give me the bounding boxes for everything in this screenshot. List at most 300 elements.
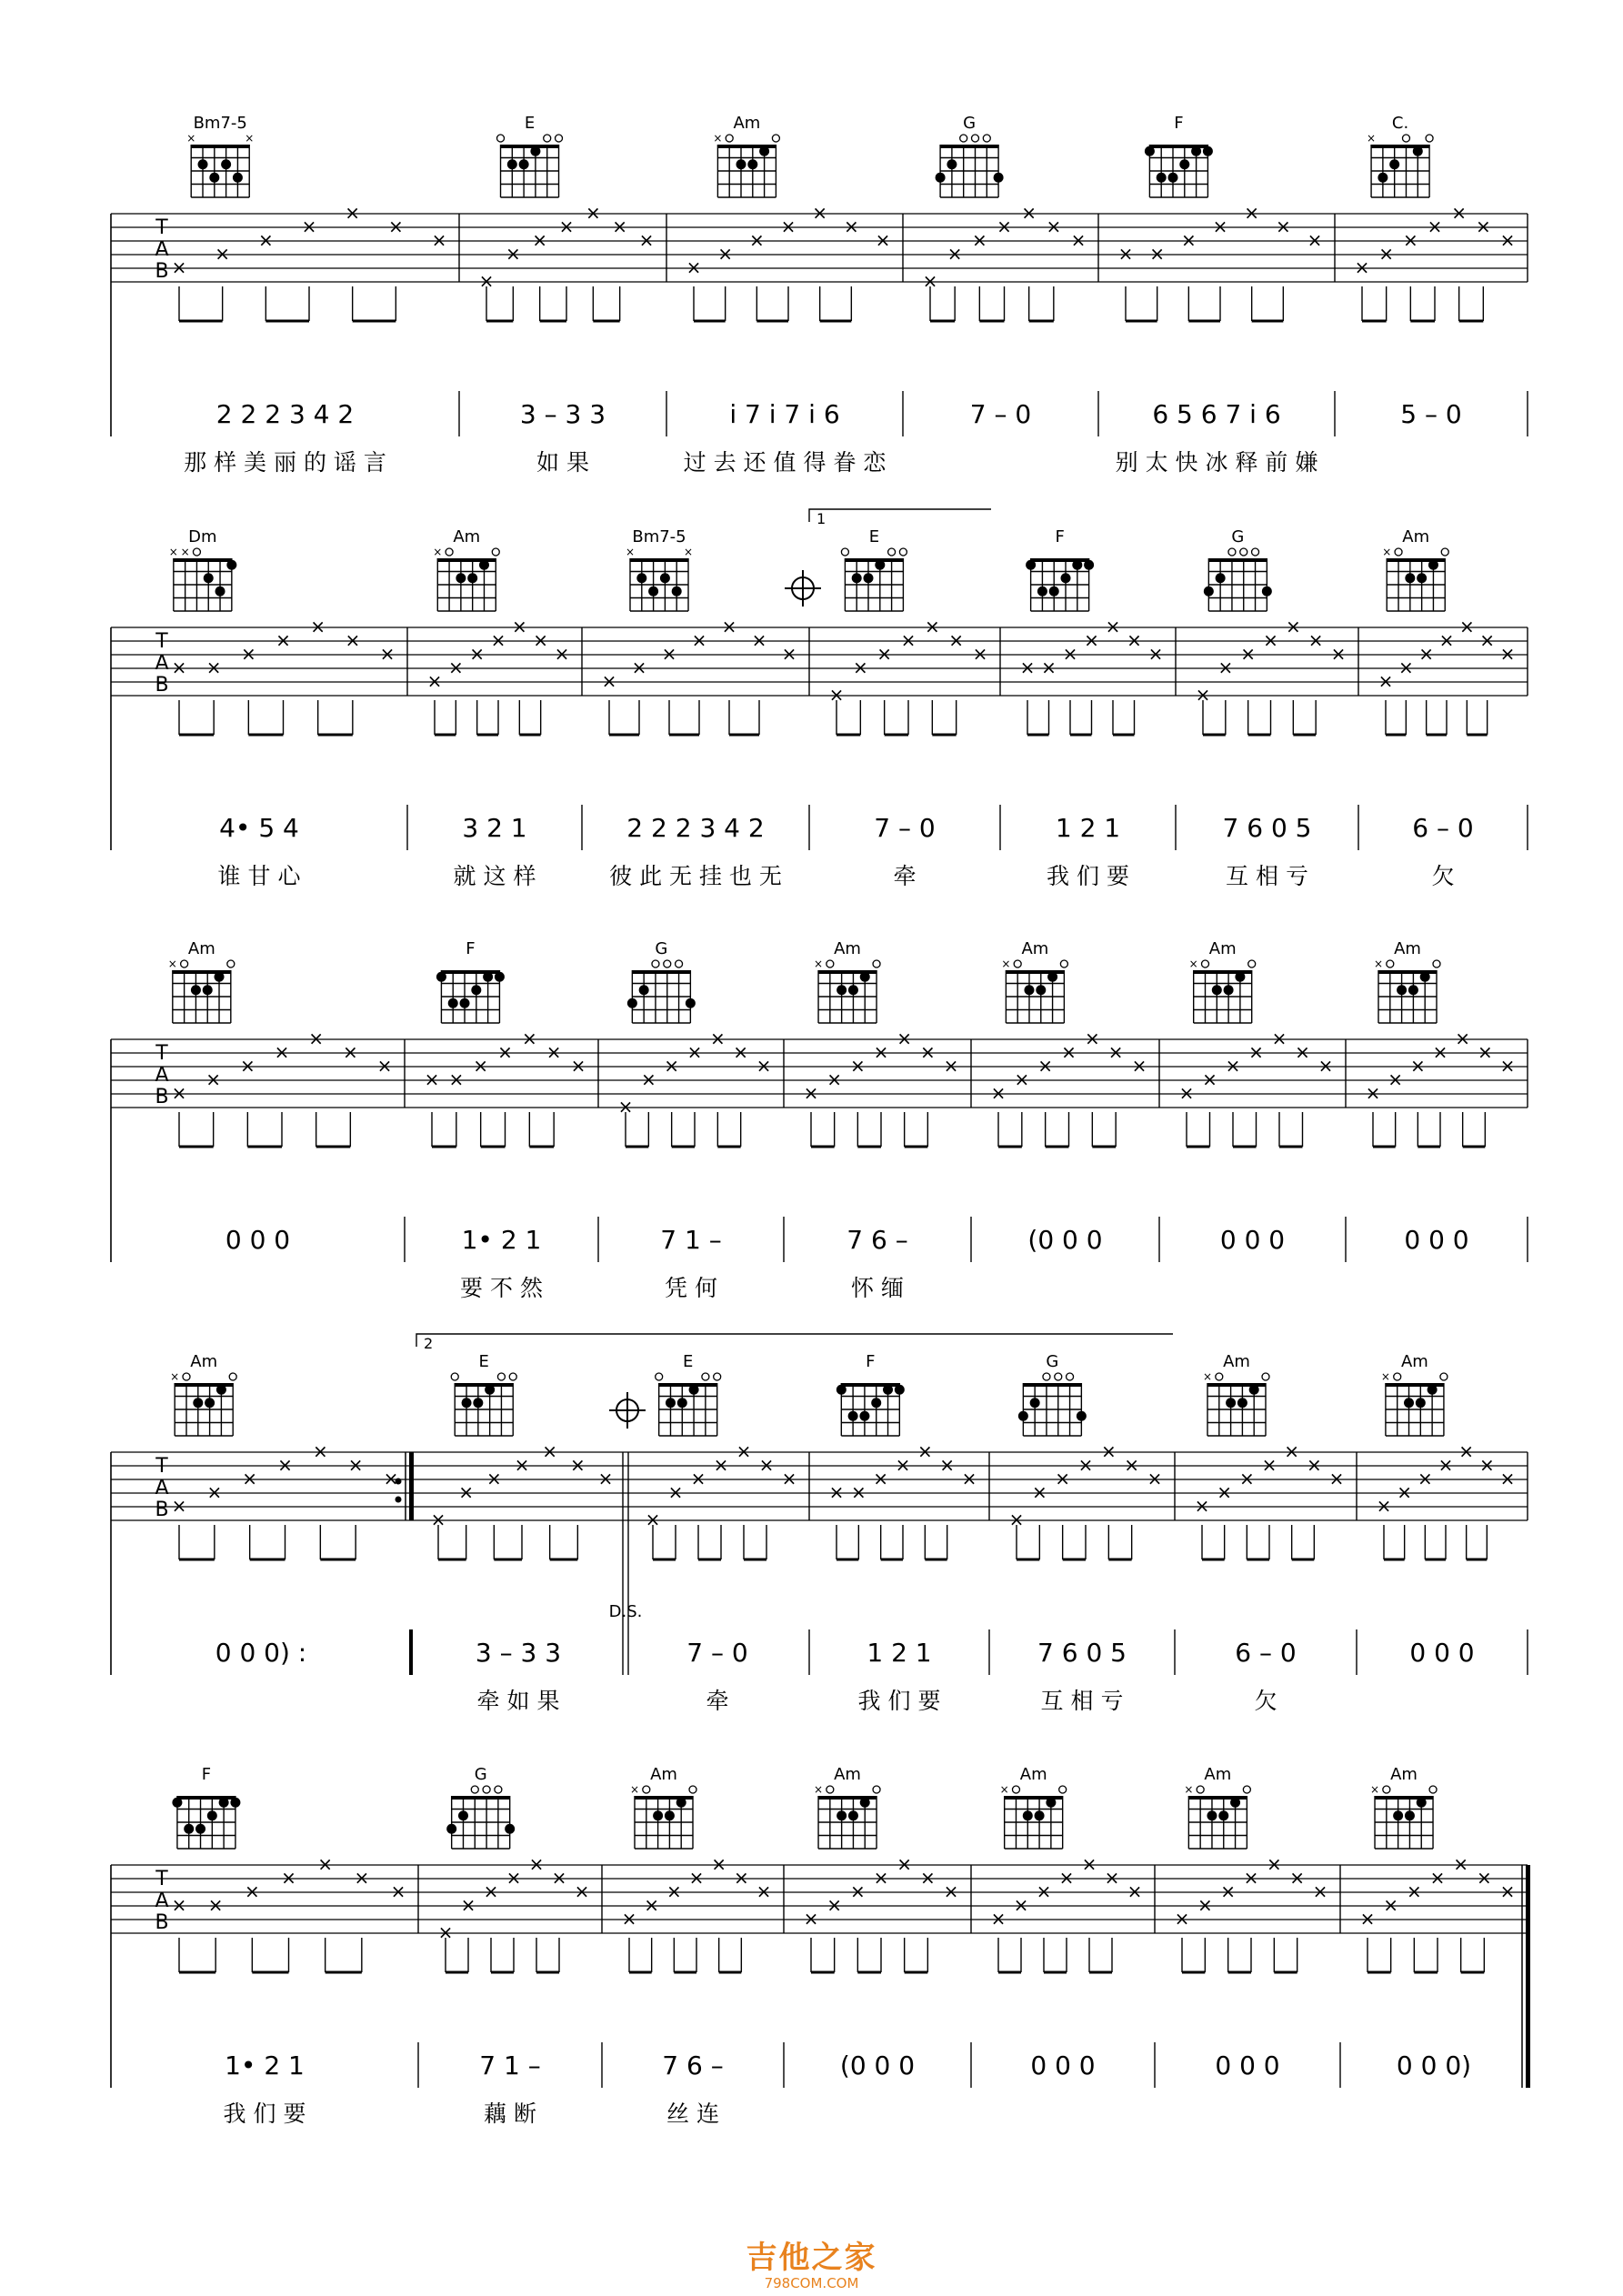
finger-dot <box>1077 1411 1087 1421</box>
picked-note: × <box>597 1468 614 1489</box>
finger-dot <box>467 573 477 583</box>
picked-note: × <box>1438 1454 1454 1476</box>
muted-string-mark: × <box>170 1370 180 1383</box>
watermark-name: 吉他之家 <box>746 2240 877 2276</box>
numbered-notation: 7 6 0 5 <box>1037 1638 1127 1668</box>
coda-sign <box>785 570 821 607</box>
picked-note: × <box>1197 1894 1213 1916</box>
bass-note: × <box>990 1908 1007 1930</box>
picked-note: × <box>1081 1853 1097 1875</box>
picked-note: × <box>667 1481 684 1503</box>
numbered-notation: 4• 5 4 <box>219 813 299 843</box>
picked-note: × <box>1409 1055 1426 1077</box>
numbered-notation: 0 0 0 <box>1219 1225 1286 1255</box>
finger-dot <box>653 1810 663 1820</box>
picked-note: × <box>379 643 396 665</box>
open-string-mark <box>1202 960 1209 968</box>
picked-note: × <box>1402 229 1418 251</box>
finger-dot <box>936 173 946 183</box>
volta-number: 2 <box>424 1335 434 1352</box>
picked-note: × <box>1271 1028 1287 1049</box>
lyrics: 彼 此 无 挂 也 无 <box>609 863 782 889</box>
open-string-mark <box>689 1786 696 1793</box>
numbered-notation: 6 5 6 7 i 6 <box>1152 399 1281 429</box>
picked-note: × <box>574 1880 590 1902</box>
open-string-mark <box>471 1786 478 1793</box>
lyrics: 如 果 <box>536 449 589 476</box>
measure <box>622 1765 772 2127</box>
lyrics: 我 们 要 <box>857 1688 941 1714</box>
chord-nut <box>501 145 559 148</box>
finger-dot <box>665 1810 675 1820</box>
finger-dot <box>172 1798 182 1808</box>
finger-dot <box>184 1824 194 1834</box>
numbered-notation: 7 – 0 <box>969 399 1032 429</box>
picked-note: × <box>686 1041 703 1063</box>
picked-note: × <box>919 1867 936 1889</box>
measure <box>438 1765 590 2127</box>
picked-note: × <box>1021 202 1037 224</box>
bass-note: × <box>1117 243 1134 265</box>
ds-marker: D.S. <box>608 1602 643 1621</box>
measure <box>169 527 396 889</box>
finger-dot <box>689 1385 699 1395</box>
picked-note: × <box>1127 1880 1143 1902</box>
chord-nut <box>1208 558 1267 562</box>
picked-note: × <box>961 1468 977 1489</box>
measure <box>172 1765 406 2127</box>
picked-note: × <box>387 216 404 237</box>
picked-note: × <box>631 657 647 678</box>
bass-note: × <box>601 670 617 692</box>
finger-dot <box>1404 1398 1414 1408</box>
picked-note: × <box>1432 1041 1448 1063</box>
measure <box>1116 114 1323 476</box>
finger-dot <box>1413 146 1423 156</box>
picked-note: × <box>713 1454 729 1476</box>
picked-note: × <box>1479 629 1496 651</box>
picked-note: × <box>274 1041 290 1063</box>
open-string-mark <box>556 135 563 142</box>
finger-dot <box>875 560 885 570</box>
open-string-mark <box>1059 1786 1067 1793</box>
open-string-mark <box>1240 548 1247 556</box>
picked-note: × <box>972 643 988 665</box>
chord-name: G <box>655 939 668 958</box>
picked-note: × <box>345 202 361 224</box>
picked-note: × <box>1240 643 1257 665</box>
picked-note: × <box>558 216 575 237</box>
picked-note: × <box>1455 1028 1471 1049</box>
finger-dot <box>639 985 649 995</box>
picked-note: × <box>843 216 859 237</box>
picked-note: × <box>751 629 767 651</box>
open-string-mark <box>451 1373 458 1380</box>
picked-note: × <box>317 1853 334 1875</box>
finger-dot <box>837 1385 847 1395</box>
picked-note: × <box>431 229 447 251</box>
finger-dot <box>636 573 646 583</box>
muted-string-mark: × <box>814 958 824 970</box>
picked-note: × <box>1476 1867 1492 1889</box>
open-string-mark <box>1429 1786 1437 1793</box>
picked-note: × <box>1220 1880 1237 1902</box>
picked-note: × <box>514 1454 530 1476</box>
lyrics: 过 去 还 值 得 眷 恋 <box>683 449 887 476</box>
picked-note: × <box>310 616 326 637</box>
chord-name: E <box>868 527 880 546</box>
open-string-mark <box>656 1373 663 1380</box>
picked-note: × <box>511 616 527 637</box>
picked-note: × <box>873 1867 889 1889</box>
finger-dot <box>204 573 214 583</box>
picked-note: × <box>528 1853 545 1875</box>
tab-row-1 <box>111 114 1528 476</box>
measure <box>1355 114 1516 429</box>
picked-note: × <box>1217 1481 1233 1503</box>
tab-letter-b: B <box>155 1086 169 1108</box>
chord-nut <box>845 558 903 562</box>
measure <box>1366 939 1516 1255</box>
finger-dot <box>458 1810 468 1820</box>
open-string-mark <box>1395 548 1402 556</box>
numbered-notation: 1• 2 1 <box>225 2050 305 2080</box>
measure <box>1360 1765 1516 2080</box>
finger-dot <box>1168 173 1178 183</box>
tab-row-2 <box>111 527 1528 889</box>
picked-note: × <box>1284 1440 1300 1462</box>
picked-note: × <box>469 643 486 665</box>
finger-dot <box>1203 146 1213 156</box>
lyrics: 藕 断 <box>484 2100 536 2127</box>
picked-note: × <box>1149 243 1166 265</box>
open-string-mark <box>664 960 671 968</box>
tab-row-4 <box>111 1352 1528 1714</box>
measure <box>1195 1352 1345 1714</box>
open-string-mark <box>193 548 200 556</box>
finger-dot <box>483 972 493 982</box>
picked-note: × <box>542 1440 558 1462</box>
picked-note: × <box>939 1454 956 1476</box>
finger-dot <box>203 985 213 995</box>
picked-note: × <box>1104 1867 1120 1889</box>
finger-dot <box>848 985 858 995</box>
numbered-notation: 1• 2 1 <box>461 1225 542 1255</box>
picked-note: × <box>308 1028 325 1049</box>
chord-name: Am <box>1390 1765 1418 1784</box>
chord-name: Am <box>834 1765 861 1784</box>
numbered-notation: 0 0 0) : <box>215 1638 307 1668</box>
bass-note: × <box>1354 256 1370 278</box>
open-string-mark <box>497 135 505 142</box>
picked-note: × <box>390 1880 406 1902</box>
chord-nut <box>455 1383 513 1387</box>
chord-nut <box>632 970 690 974</box>
finger-dot <box>837 985 847 995</box>
bass-note: × <box>171 1495 187 1517</box>
lyrics: 欠 <box>1254 1688 1277 1714</box>
open-string-mark <box>227 960 235 968</box>
picked-note: × <box>347 1454 364 1476</box>
measure <box>1009 1352 1163 1714</box>
picked-note: × <box>827 1894 843 1916</box>
finger-dot <box>226 560 236 570</box>
picked-note: × <box>736 1440 752 1462</box>
finger-dot <box>233 173 243 183</box>
finger-dot <box>672 587 682 597</box>
finger-dot <box>1036 985 1046 995</box>
open-string-mark <box>888 548 896 556</box>
bass-note: × <box>424 1068 440 1090</box>
chord-nut <box>1023 1383 1081 1387</box>
numbered-notation: 0 0 0) <box>1396 2050 1472 2080</box>
picked-note: × <box>486 1468 502 1489</box>
picked-note: × <box>612 216 628 237</box>
finger-dot <box>994 173 1004 183</box>
muted-string-mark: × <box>999 1783 1009 1796</box>
finger-dot <box>1037 587 1047 597</box>
picked-note: × <box>1429 1867 1446 1889</box>
lyrics: 凭 何 <box>665 1275 717 1301</box>
open-string-mark <box>492 548 499 556</box>
chord-name: G <box>1046 1352 1059 1371</box>
picked-note: × <box>638 229 655 251</box>
picked-note: × <box>709 1028 726 1049</box>
picked-note: × <box>1238 1468 1255 1489</box>
tab-letter-t: T <box>155 1042 168 1065</box>
picked-note: × <box>780 216 796 237</box>
picked-note: × <box>1127 629 1142 651</box>
tab-letter-a: A <box>155 1890 169 1912</box>
chord-name: F <box>1055 527 1065 546</box>
picked-note: × <box>758 1454 775 1476</box>
measure <box>1378 527 1516 889</box>
measure <box>1377 1352 1516 1668</box>
picked-note: × <box>748 229 765 251</box>
finger-dot <box>1047 972 1057 982</box>
finger-dot <box>1417 573 1427 583</box>
picked-note: × <box>812 202 828 224</box>
volta-line <box>809 509 991 522</box>
finger-dot <box>859 1411 869 1421</box>
muted-string-mark: × <box>713 132 723 145</box>
measure <box>1175 1765 1328 2080</box>
numbered-notation: 0 0 0 <box>225 1225 291 1255</box>
finger-dot <box>1226 1398 1236 1408</box>
bass-note: × <box>645 1509 661 1530</box>
lyrics: 牵 如 果 <box>476 1688 560 1714</box>
picked-note: × <box>1328 1468 1345 1489</box>
muted-string-mark: × <box>1370 1783 1380 1796</box>
muted-string-mark: × <box>1202 1370 1213 1383</box>
finger-dot <box>1046 1798 1056 1808</box>
picked-note: × <box>1458 1440 1475 1462</box>
finger-dot <box>221 159 231 169</box>
chord-name: Am <box>1400 1352 1428 1371</box>
picked-note: × <box>1013 1894 1029 1916</box>
numbered-notation: (0 0 0 <box>1027 1225 1103 1255</box>
muted-string-mark: × <box>245 132 255 145</box>
measure <box>1179 939 1334 1255</box>
picked-note: × <box>1243 1867 1259 1889</box>
finger-dot <box>505 1824 515 1834</box>
picked-note: × <box>1084 629 1099 651</box>
numbered-notation: 7 – 0 <box>874 813 936 843</box>
bass-note: × <box>1359 1908 1376 1930</box>
picked-note: × <box>1244 202 1260 224</box>
finger-dot <box>848 1810 858 1820</box>
watermark-url: 798COM.COM <box>764 2275 859 2291</box>
picked-note: × <box>1285 616 1301 637</box>
open-string-mark <box>972 135 979 142</box>
picked-note: × <box>312 1440 328 1462</box>
picked-note: × <box>1453 1853 1469 1875</box>
finger-dot <box>1035 1810 1045 1820</box>
bass-note: × <box>171 256 187 278</box>
numbered-notation: 3 – 3 3 <box>519 399 606 429</box>
picked-note: × <box>206 1481 223 1503</box>
picked-note: × <box>1202 1068 1217 1090</box>
picked-note: × <box>239 1055 255 1077</box>
picked-note: × <box>849 1880 866 1902</box>
picked-note: × <box>917 1440 933 1462</box>
picked-note: × <box>281 1867 296 1889</box>
picked-note: × <box>873 1041 889 1063</box>
bass-note: × <box>828 1481 845 1503</box>
bass-note: × <box>1195 684 1211 706</box>
tab-row-5 <box>111 1765 1530 2127</box>
open-string-mark <box>960 135 967 142</box>
finger-dot <box>191 985 201 995</box>
open-string-mark <box>446 548 453 556</box>
chord-name: Am <box>733 114 761 133</box>
measure <box>427 527 570 889</box>
muted-string-mark: × <box>629 1783 640 1796</box>
picked-note: × <box>1041 657 1057 678</box>
open-string-mark <box>1216 1373 1223 1380</box>
picked-note: × <box>1388 1068 1404 1090</box>
finger-dot <box>1224 985 1234 995</box>
measure <box>172 114 447 476</box>
finger-dot <box>1428 560 1438 570</box>
lyrics: 互 相 亏 <box>1040 1688 1124 1714</box>
bass-note: × <box>1378 670 1394 692</box>
chord-name: Am <box>1021 939 1049 958</box>
open-string-mark <box>1433 960 1440 968</box>
chord-nut <box>191 145 249 148</box>
measure <box>425 939 586 1301</box>
open-string-mark <box>1060 960 1067 968</box>
picked-note: × <box>1107 1041 1124 1063</box>
chord-name: Am <box>1019 1765 1047 1784</box>
picked-note: × <box>1499 643 1516 665</box>
repeat-barline <box>409 1452 414 1520</box>
finger-dot <box>1389 159 1399 169</box>
finger-dot <box>1023 1810 1033 1820</box>
finger-dot <box>1024 985 1034 995</box>
bass-note: × <box>1019 657 1036 678</box>
muted-string-mark: × <box>625 546 636 558</box>
open-string-mark <box>772 135 779 142</box>
chord-name: Am <box>453 527 481 546</box>
picked-note: × <box>756 1055 772 1077</box>
picked-note: × <box>877 643 893 665</box>
bass-note: × <box>1178 1082 1195 1104</box>
chord-nut <box>940 145 998 148</box>
finger-dot <box>460 998 470 1008</box>
measure <box>602 527 797 889</box>
numbered-notation: 2 2 2 3 4 2 <box>626 813 765 843</box>
open-string-mark <box>1043 1373 1050 1380</box>
chord-name: Am <box>1208 939 1237 958</box>
bass-note: × <box>171 1894 187 1916</box>
muted-string-mark: × <box>168 546 178 558</box>
finger-dot <box>1179 159 1189 169</box>
picked-note: × <box>1378 243 1395 265</box>
tab-letter-a: A <box>155 652 169 675</box>
open-string-mark <box>1243 1786 1250 1793</box>
lyrics: 欠 <box>1431 863 1455 889</box>
finger-dot <box>1416 1398 1426 1408</box>
finger-dot <box>1405 573 1415 583</box>
finger-dot <box>1191 146 1201 156</box>
finger-dot <box>193 1398 203 1408</box>
open-string-mark <box>1252 548 1259 556</box>
finger-dot <box>736 159 746 169</box>
picked-note: × <box>1217 657 1234 678</box>
finger-dot <box>219 1798 229 1808</box>
finger-dot <box>1072 560 1082 570</box>
picked-note: × <box>897 1853 913 1875</box>
picked-note: × <box>1397 1481 1413 1503</box>
finger-dot <box>1420 972 1430 982</box>
picked-note: × <box>345 629 361 651</box>
measure <box>618 939 772 1301</box>
finger-dot <box>462 1398 472 1408</box>
finger-dot <box>1061 573 1071 583</box>
picked-note: × <box>240 643 256 665</box>
chord-name: E <box>524 114 536 133</box>
lyrics: 我 们 要 <box>223 2100 306 2127</box>
picked-note: × <box>852 657 868 678</box>
open-string-mark <box>702 1373 709 1380</box>
tab-letter-b: B <box>155 1499 169 1521</box>
numbered-notation: (0 0 0 <box>839 2050 916 2080</box>
bass-note: × <box>803 1082 819 1104</box>
picked-note: × <box>448 1068 465 1090</box>
picked-note: × <box>733 1867 749 1889</box>
picked-note: × <box>215 243 231 265</box>
chord-name: Am <box>834 939 861 958</box>
chord-name: G <box>474 1765 487 1784</box>
finger-dot <box>1207 1810 1217 1820</box>
picked-note: × <box>1070 229 1087 251</box>
tab-letter-t: T <box>155 1868 168 1890</box>
bass-note: × <box>621 1908 637 1930</box>
picked-note: × <box>1438 629 1455 651</box>
picked-note: × <box>997 216 1012 237</box>
numbered-notation: 6 – 0 <box>1235 1638 1297 1668</box>
picked-note: × <box>1055 1468 1071 1489</box>
picked-note: × <box>1478 1454 1495 1476</box>
picked-note: × <box>1317 1055 1334 1077</box>
open-string-mark <box>827 1786 834 1793</box>
lyrics: 牵 <box>893 863 917 889</box>
numbered-notation: 7 6 – <box>847 1225 908 1255</box>
picked-note: × <box>570 1055 586 1077</box>
measure <box>431 1352 614 1714</box>
finger-dot <box>1249 1385 1259 1395</box>
